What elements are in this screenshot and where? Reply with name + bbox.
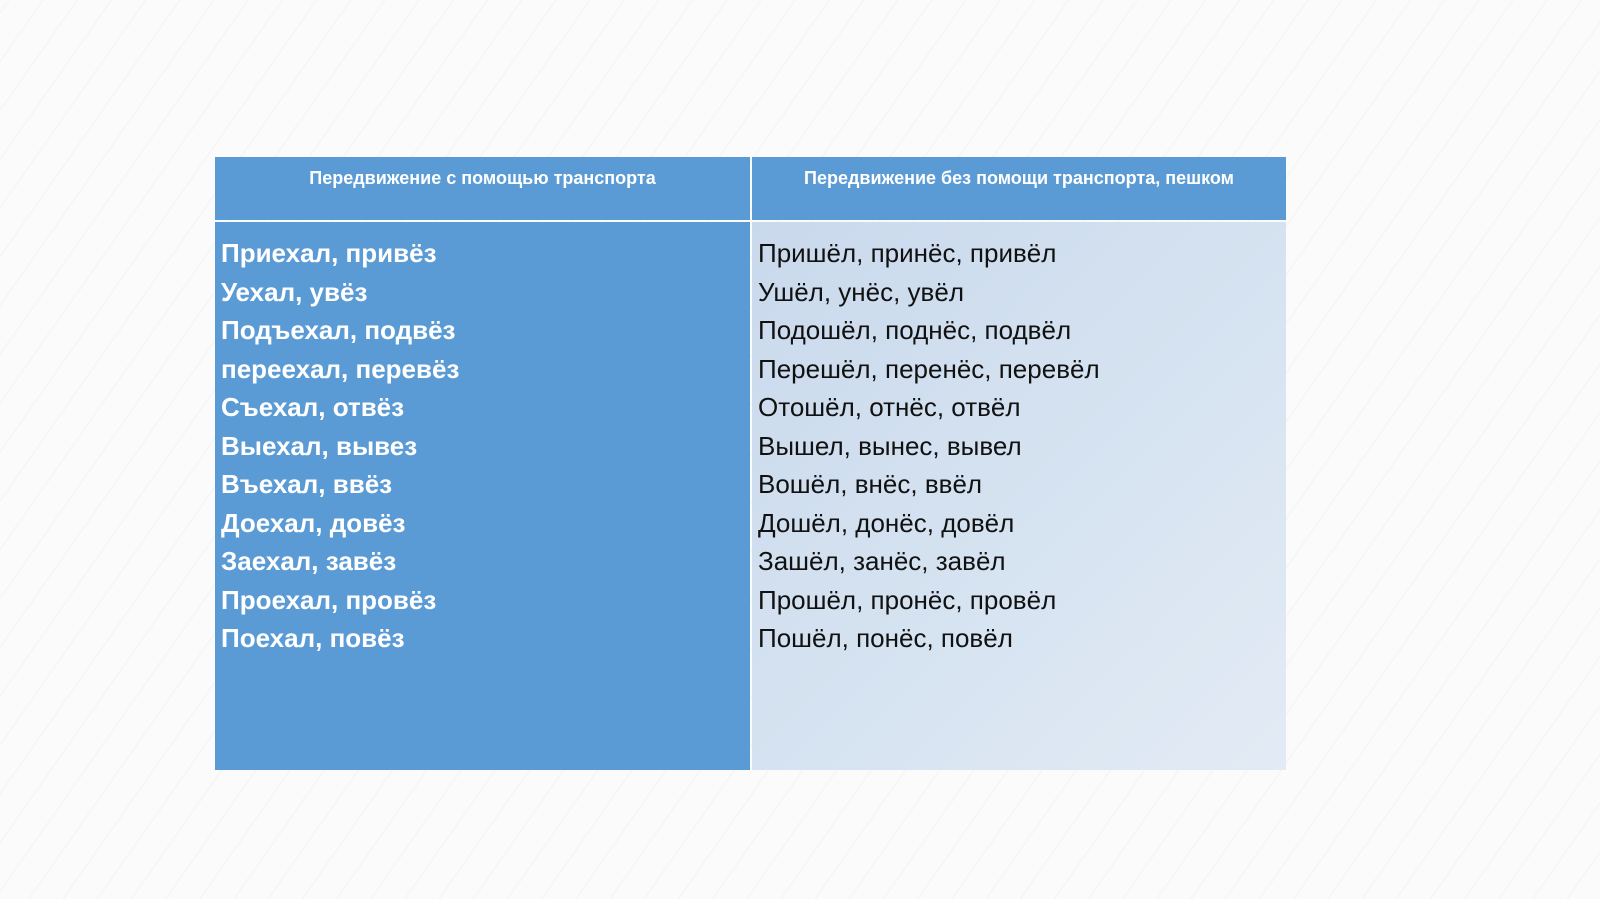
table-body-row bbox=[215, 222, 1286, 770]
transport-verbs-10: Проехал, провёз bbox=[221, 584, 437, 615]
on-foot-verbs-3: Подошёл, поднёс, подвёл bbox=[758, 315, 1072, 345]
transport-verbs-1: Приехал, привёз bbox=[221, 238, 437, 268]
table-header-row bbox=[215, 157, 1286, 220]
transport-verbs-2: Уехал, увёз bbox=[221, 276, 368, 307]
on-foot-verbs-4: Перешёл, перенёс, перевёл bbox=[758, 353, 1100, 384]
on-foot-verbs-2: Ушёл, унёс, увёл bbox=[758, 276, 964, 307]
transport-verbs-3: Подъехал, подвёз bbox=[221, 315, 456, 345]
transport-verbs-9: Заехал, завёз bbox=[221, 546, 397, 576]
transport-verbs-7: Въехал, ввёз bbox=[221, 469, 393, 499]
on-foot-verbs-10: Прошёл, пронёс, провёл bbox=[758, 584, 1057, 615]
transport-verbs-5: Съехал, отвёз bbox=[221, 392, 405, 422]
header-on-foot: Передвижение без помощи транспорта, пешком bbox=[752, 157, 1286, 220]
transport-column bbox=[215, 222, 750, 770]
on-foot-verbs-8: Дошёл, донёс, довёл bbox=[758, 507, 1015, 538]
on-foot-verbs-7: Вошёл, внёс, ввёл bbox=[758, 469, 983, 499]
on-foot-verbs-1: Пришёл, принёс, привёл bbox=[758, 238, 1057, 268]
transport-verbs-6: Выехал, вывез bbox=[221, 430, 418, 461]
transport-verbs-11: Поехал, повёз bbox=[221, 623, 405, 653]
on-foot-column bbox=[752, 222, 1286, 770]
header-transport: Передвижение с помощью транспорта bbox=[215, 157, 750, 220]
on-foot-verbs-5: Отошёл, отнёс, отвёл bbox=[758, 392, 1021, 422]
transport-verbs-4: переехал, перевёз bbox=[221, 353, 460, 384]
on-foot-verbs-9: Зашёл, занёс, завёл bbox=[758, 546, 1006, 576]
transport-verbs-8: Доехал, довёз bbox=[221, 507, 406, 538]
on-foot-verbs-11: Пошёл, понёс, повёл bbox=[758, 623, 1013, 653]
verbs-table bbox=[215, 157, 1286, 770]
on-foot-verbs-6: Вышел, вынес, вывел bbox=[758, 430, 1022, 461]
